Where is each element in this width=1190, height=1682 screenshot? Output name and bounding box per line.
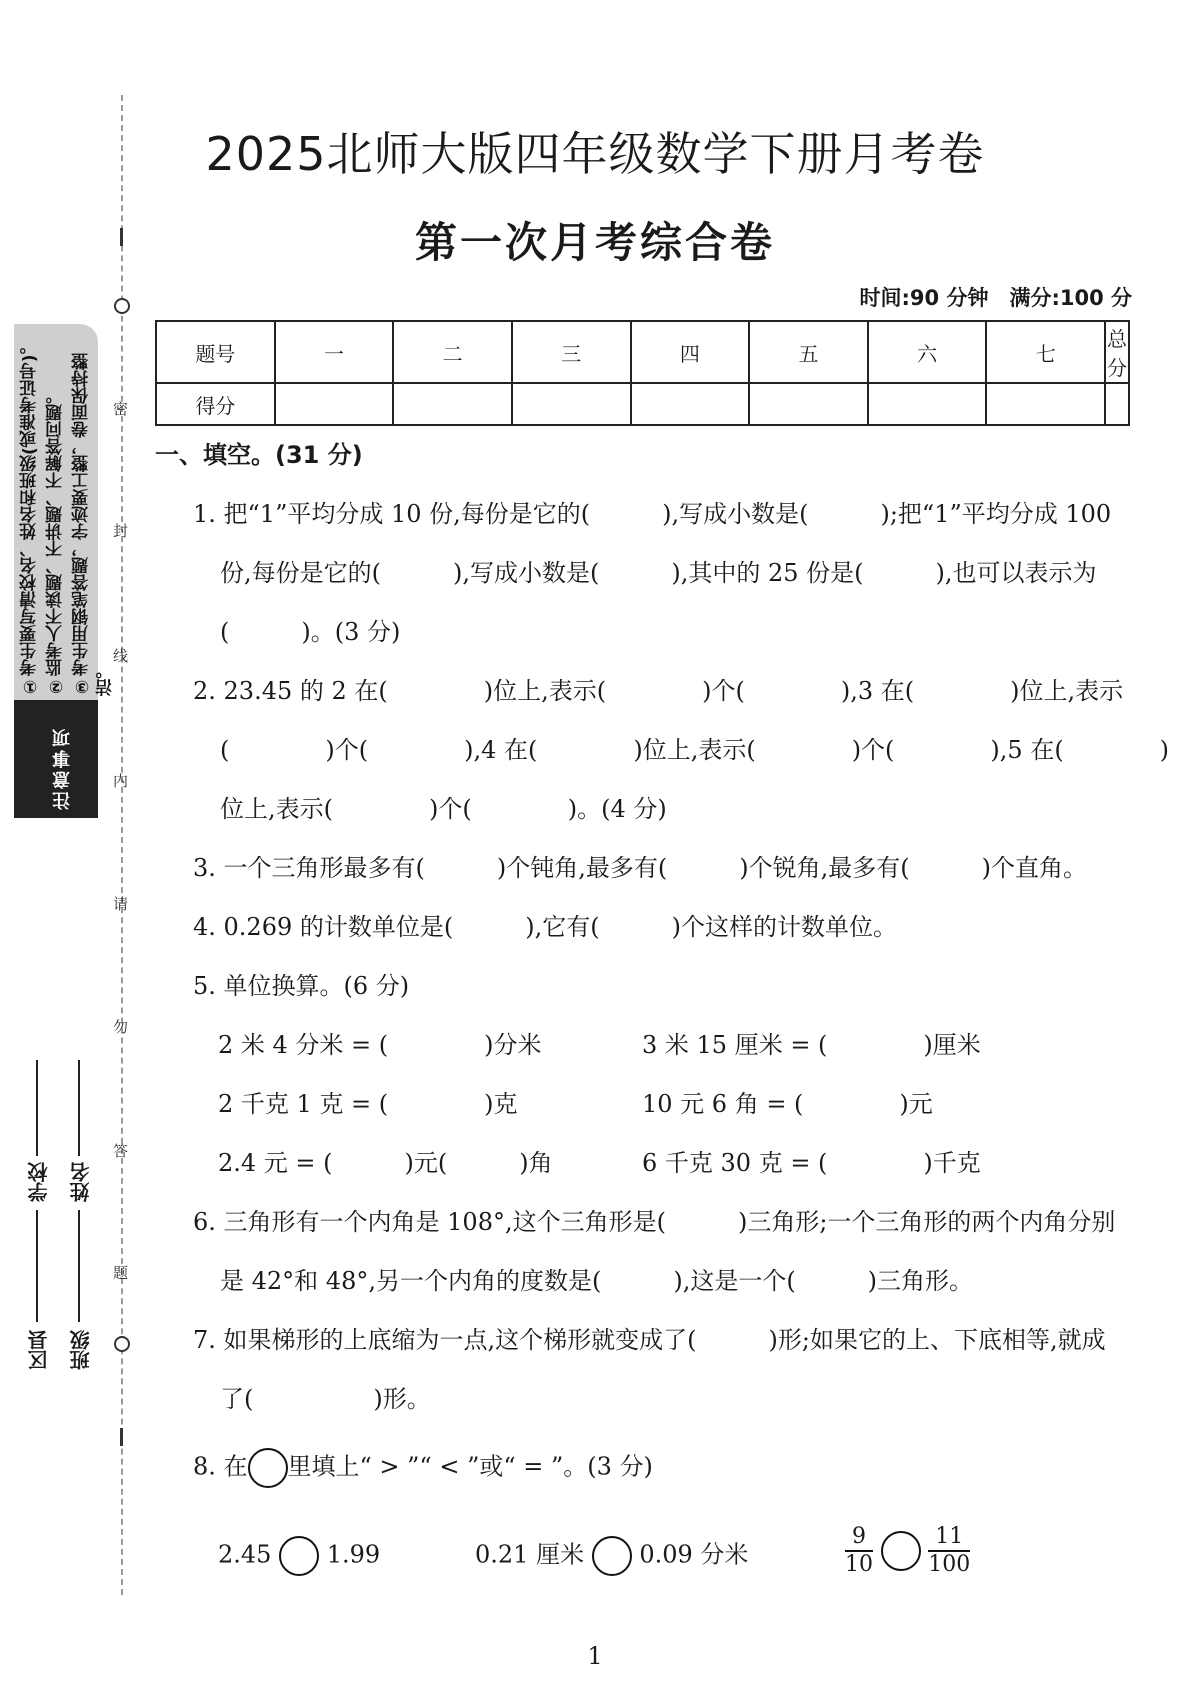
conversion-item: 3 米 15 厘米 = ( )厘米 [642,1031,981,1059]
fraction-left [845,1524,873,1578]
compare-left: 0.21 厘米 [475,1540,585,1569]
field-district-line[interactable] [36,1210,38,1322]
notice-heading: 注意事项 [52,726,73,810]
score-header-cell: 三 [512,321,631,383]
compare-answer-circle[interactable] [881,1531,921,1571]
binding-char: 封 [113,522,129,540]
question-line: 了( )形。 [220,1385,431,1413]
score-header-cell: 总分 [1105,321,1129,383]
field-name-line[interactable] [78,1060,80,1156]
score-header-cell: 四 [631,321,750,383]
compare-answer-circle[interactable] [279,1536,319,1576]
question-line: 6. 三角形有一个内角是 108°,这个三角形是( )三角形;一个三角形的两个内角分别 [193,1208,1116,1236]
score-cell[interactable] [393,383,512,425]
field-name-label: 姓名 [69,1162,93,1202]
field-class-line[interactable] [78,1210,80,1322]
notice-line-1: ①考生要写清校名、姓名和班级(或准考证号)。 [20,337,40,696]
time-info: 时间:90 分钟 满分:100 分 [859,286,1132,310]
field-school-line[interactable] [36,1060,38,1156]
score-cell[interactable] [275,383,394,425]
score-cell[interactable] [868,383,987,425]
question-line: 是 42°和 48°,另一个内角的度数是( ),这是一个( )三角形。 [220,1267,974,1295]
field-school-label: 学校 [27,1162,51,1202]
question-line: 位上,表示( )个( )。(4 分) [220,795,667,823]
conversion-item: 2.4 元 = ( )元( )角 [218,1149,553,1177]
compare-fraction-item [845,1524,970,1578]
compare-left: 2.45 [218,1540,272,1569]
fraction-right [928,1524,970,1578]
exam-title: 2025北师大版四年级数学下册月考卷 [205,127,985,181]
binding-char: 线 [113,647,129,665]
field-class-label: 班级 [69,1330,93,1370]
score-header-cell: 一 [275,321,394,383]
score-table [155,320,1130,426]
binding-char: 请 [113,895,129,913]
question-line: 1. 把“1”平均分成 10 份,每份是它的( ),写成小数是( );把“1”平均分成 100 [193,500,1112,528]
conversion-item: 2 米 4 分米 = ( )分米 [218,1031,542,1059]
binding-mark [120,1428,123,1446]
score-table-header-row [156,321,1129,383]
score-cell[interactable] [512,383,631,425]
score-cell[interactable] [1105,383,1129,425]
conversion-item: 10 元 6 角 = ( )元 [642,1090,933,1118]
score-header-cell: 七 [986,321,1105,383]
binding-char: 勿 [113,1018,129,1036]
question-line: 4. 0.269 的计数单位是( ),它有( )个这样的计数单位。 [193,913,897,941]
binding-hole [114,1336,130,1352]
compare-answer-circle[interactable] [592,1536,632,1576]
compare-right: 1.99 [326,1540,381,1569]
score-table-score-row [156,383,1129,425]
question-line: ( )个( ),4 在( )位上,表示( )个( ),5 在( ) [220,736,1170,764]
notice-line-3: ③考生用钢笔答题，字迹要工整，卷面保持整洁。 [72,353,116,696]
compare-right: 0.09 分米 [639,1540,749,1569]
question-line: ( )。(3 分) [220,618,401,646]
denominator: 10 [845,1552,873,1577]
binding-char: 内 [113,772,129,790]
question-8 [193,1448,653,1488]
binding-char: 题 [113,1264,129,1282]
score-row-label: 得分 [156,383,275,425]
denominator: 100 [928,1552,971,1577]
page-number: 1 [587,1642,603,1670]
numerator: 9 [852,1524,866,1549]
section-heading: 一、填空。(31 分) [155,441,363,469]
score-cell[interactable] [749,383,868,425]
numerator: 11 [935,1524,964,1549]
binding-hole [114,298,130,314]
compare-item [218,1536,380,1576]
score-header-cell: 五 [749,321,868,383]
score-cell[interactable] [631,383,750,425]
score-header-cell: 六 [868,321,987,383]
binding-char: 答 [113,1142,129,1160]
binding-line [121,95,123,1595]
q8-prefix: 8. 在 [193,1452,248,1481]
score-header-cell: 二 [393,321,512,383]
exam-subtitle: 第一次月考综合卷 [414,218,775,267]
question-line: 2. 23.45 的 2 在( )位上,表示( )个( ),3 在( )位上,表示 [193,677,1124,705]
binding-char: 密 [113,400,129,418]
q8-suffix: 里填上“ > ”“ < ”或“ = ”。(3 分) [287,1452,653,1481]
question-line: 5. 单位换算。(6 分) [193,972,410,1000]
notice-line-2: ②监考人不读题、不讲题、不解答问题。 [46,387,66,696]
conversion-item: 6 千克 30 克 = ( )千克 [642,1149,981,1177]
score-cell[interactable] [986,383,1105,425]
score-header-cell: 题号 [156,321,275,383]
question-line: 份,每份是它的( ),写成小数是( ),其中的 25 份是( ),也可以表示为 [220,559,1097,587]
question-line: 7. 如果梯形的上底缩为一点,这个梯形就变成了( )形;如果它的上、下底相等,就成 [193,1326,1106,1354]
compare-circle-icon [248,1448,288,1488]
field-district-label: 区县 [27,1330,51,1370]
question-line: 3. 一个三角形最多有( )个钝角,最多有( )个锐角,最多有( )个直角。 [193,854,1087,882]
compare-item [475,1536,748,1576]
conversion-item: 2 千克 1 克 = ( )克 [218,1090,518,1118]
